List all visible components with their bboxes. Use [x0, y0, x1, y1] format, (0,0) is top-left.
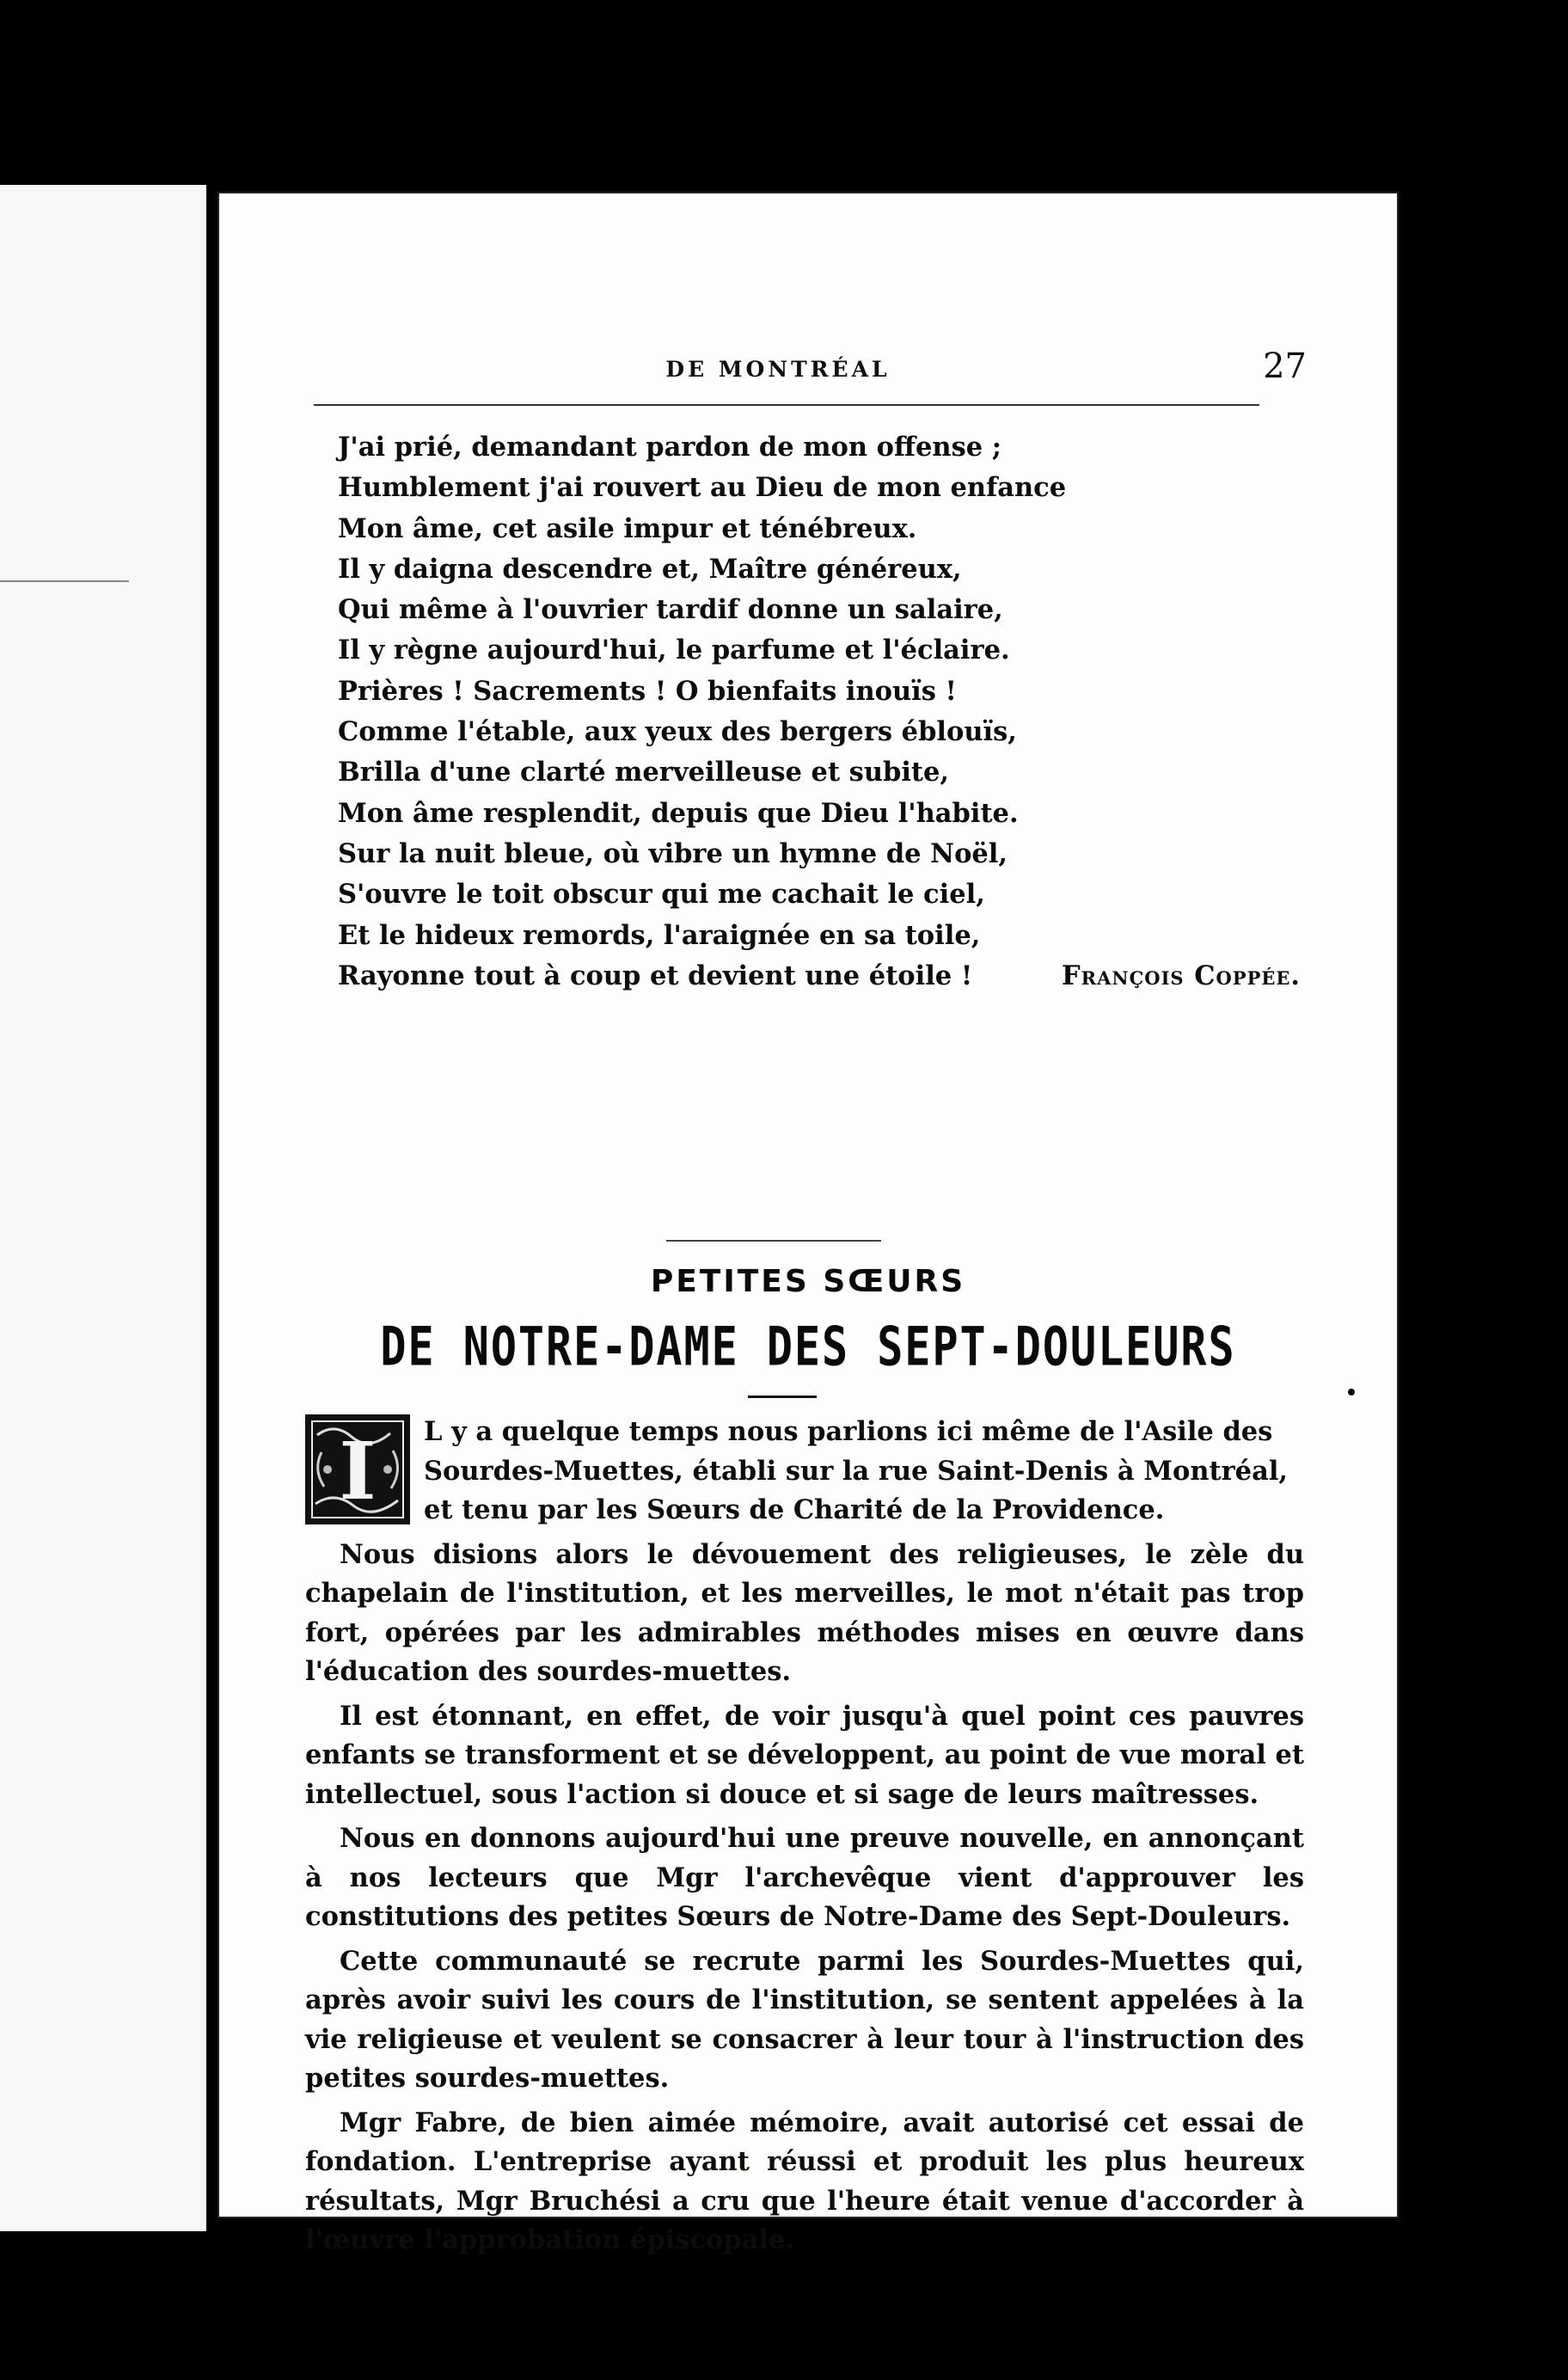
poem-line: J'ai prié, demandant pardon de mon offense ;	[338, 432, 1002, 463]
paragraph: Mgr Fabre, de bien aimée mémoire, avait autorisé cet essai de fondation. L'entreprise ayant réussi et produit les plus heureux résultats, Mgr Bruchési a cru que l'heure était venue d'accorder à l'œuvre l'approbation épiscopale.	[305, 2107, 1304, 2255]
section-divider	[666, 1240, 881, 1242]
first-paragraph-line: et tenu par les Sœurs de Charité de la Providence.	[424, 1494, 1165, 1525]
header-rule	[314, 404, 1259, 406]
poem-line: Humblement j'ai rouvert au Dieu de mon enfance	[338, 472, 1067, 504]
paragraph: Cette communauté se recrute parmi les Sourdes-Muettes qui, après avoir suivi les cours de l'institution, se sentent appelées à la vie religieuse et veulent se consacrer à leur tour à l'instruction des petites sourdes-muettes.	[305, 1945, 1304, 2094]
poem-last-line	[338, 956, 1309, 997]
poem-line: Mon âme, cet asile impur et ténébreux.	[338, 512, 917, 544]
running-header	[314, 347, 1307, 400]
poem	[338, 427, 1309, 997]
poem-author: François Coppée.	[1062, 960, 1301, 991]
poem-line: Mon âme resplendit, depuis que Dieu l'habite.	[338, 797, 1019, 829]
ink-speck	[1348, 1389, 1355, 1395]
poem-line: Rayonne tout à coup et devient une étoile !	[338, 960, 973, 991]
page-number: 27	[1263, 347, 1307, 386]
paragraph: Nous en donnons aujourd'hui une preuve nouvelle, en annonçant à nos lecteurs que Mgr l'archevêque vient d'approuver les constitutions des petites Sœurs de Notre-Dame des Sept-Douleurs.	[305, 1823, 1304, 1932]
running-title: DE MONTRÉAL	[665, 357, 891, 382]
facing-page-edge	[0, 185, 206, 2231]
poem-line: Prières ! Sacrements ! O bienfaits inouïs !	[338, 675, 957, 707]
poem-line: Il y règne aujourd'hui, le parfume et l'éclaire.	[338, 635, 1010, 666]
first-paragraph	[424, 1413, 1304, 1530]
first-paragraph-line: Sourdes-Muettes, établi sur la rue Saint-Denis à Montréal,	[424, 1455, 1289, 1487]
article-body	[305, 1413, 1304, 2266]
drop-cap-letter: I	[339, 1425, 377, 1518]
title-rule	[748, 1395, 817, 1398]
paragraph: Nous disions alors le dévouement des religieuses, le zèle du chapelain de l'institution, et les merveilles, le mot n'était pas trop fort, opérées par les admirables méthodes mises en œuvre dans l'éducation des sourdes-muettes.	[305, 1538, 1304, 1687]
poem-line: Qui même à l'ouvrier tardif donne un salaire,	[338, 594, 1003, 626]
poem-line: Il y daigna descendre et, Maître généreux,	[338, 553, 962, 585]
poem-line: S'ouvre le toit obscur qui me cachait le ciel,	[338, 879, 985, 911]
article-title-line1: PETITES SŒURS	[650, 1264, 966, 1299]
facing-page-rule	[0, 580, 129, 582]
poem-line: Brilla d'une clarté merveilleuse et subite,	[338, 757, 950, 788]
poem-line: Sur la nuit bleue, où vibre un hymne de Noël,	[338, 837, 1008, 869]
paragraph: Il est étonnant, en effet, de voir jusqu'à quel point ces pauvres enfants se transforment et se développent, au point de vue moral et intellectuel, sous l'action si douce et si sage de leurs maîtresses.	[305, 1700, 1304, 1810]
first-paragraph-line: L y a quelque temps nous parlions ici même de l'Asile des	[424, 1416, 1273, 1447]
article-title-line2: DE NOTRE-DAME DES SEPT-DOULEURS	[380, 1316, 1236, 1378]
book-page	[219, 193, 1397, 2255]
poem-line: Et le hideux remords, l'araignée en sa toile,	[338, 919, 981, 951]
poem-line: Comme l'étable, aux yeux des bergers éblouïs,	[338, 716, 1017, 748]
